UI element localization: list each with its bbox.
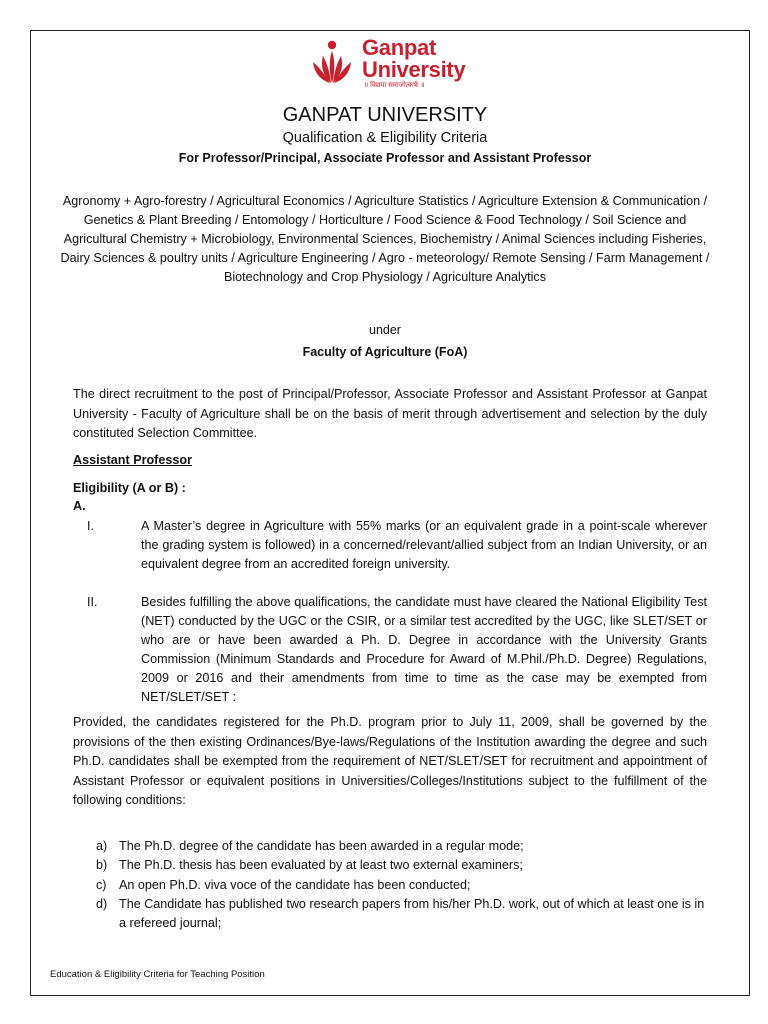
lotus-logo-icon	[310, 39, 354, 85]
section-a-label: A.	[73, 499, 86, 513]
condition-label: a)	[96, 839, 108, 853]
document-subtitle: Qualification & Eligibility Criteria	[282, 130, 488, 146]
logo-line-2: University	[362, 57, 466, 82]
assistant-professor-heading: Assistant Professor	[73, 453, 192, 467]
logo-wordmark	[362, 37, 465, 81]
eligibility-item: Besides fulfilling the above qualifications, the candidate must have cleared the National Eligibility Test (NET) conducted by the UGC or the CSIR, or a similar test accredited by the UGC, like SLET/SET or who are or have been awarded a Ph. D. Degree in accordance with the University Grants Commission (Minimum Standards and Procedure for Award of M.Phil./Ph.D. Degree) Regulations, 2009 or 2016 and their amendments from time to time as the case may be exempted from NET/SLET/SET :	[141, 595, 707, 704]
logo-tagline: ॥ विद्यया समाजोत्कर्षः ॥	[364, 82, 425, 89]
page-footer: Education & Eligibility Criteria for Teaching Position	[50, 969, 265, 980]
university-title: GANPAT UNIVERSITY	[282, 104, 488, 126]
condition-item: The Ph.D. thesis has been evaluated by at least two external examiners;	[119, 858, 523, 872]
condition-label: c)	[96, 878, 107, 892]
item-numeral: I.	[87, 519, 94, 533]
under-label: under	[369, 323, 401, 337]
eligibility-item: A Master’s degree in Agriculture with 55% marks (or an equivalent grade in a point-scale wherever the grading system is followed) in a concerned/relevant/allied subject from an Indian University, or an equivalent degree from an accredited foreign university.	[141, 519, 707, 571]
condition-label: b)	[96, 858, 108, 872]
logo-line-1: Ganpat	[362, 35, 436, 60]
condition-item: The Candidate has published two research papers from his/her Ph.D. work, out of which at least one is in a refereed journal;	[119, 897, 705, 930]
condition-item: An open Ph.D. viva voce of the candidate has been conducted;	[119, 878, 471, 892]
faculty-name: Faculty of Agriculture (FoA)	[302, 345, 468, 359]
condition-label: d)	[96, 897, 108, 911]
eligibility-heading: Eligibility (A or B) :	[73, 481, 186, 495]
intro-paragraph: The direct recruitment to the post of Principal/Professor, Associate Professor and Assistant Professor at Ganpat University - Faculty of Agriculture shall be on the basis of merit through advertisement and selection by the duly constituted Selection Committee.	[73, 387, 707, 440]
item-numeral: II.	[87, 595, 98, 609]
ganpat-university-logo	[310, 37, 480, 93]
condition-item: The Ph.D. degree of the candidate has been awarded in a regular mode;	[119, 839, 524, 853]
subjects-list: Agronomy + Agro-forestry / Agricultural Economics / Agriculture Statistics / Agriculture Extension & Communication / Genetics & Plant Breeding / Entomology / Horticulture / Food Science & Food Technology / Soil Science and Agricultural Chemistry + Microbiology, Environmental Sciences, Biochemistry / Animal Sciences including Fisheries, Dairy Sciences & poultry units / Agriculture Engineering / Agro - meteorology/ Remote Sensing / Farm Management / Biotechnology and Crop Physiology / Agriculture Analytics	[60, 194, 710, 284]
positions-line: For Professor/Principal, Associate Professor and Assistant Professor	[178, 151, 592, 165]
proviso-paragraph: Provided, the candidates registered for the Ph.D. program prior to July 11, 2009, shall be governed by the provisions of the then existing Ordinances/Bye-laws/Regulations of the Institution awarding the degree and such Ph.D. candidates shall be exempted from the requirement of NET/SLET/SET for recruitment and appointment of Assistant Professor or equivalent positions in Universities/Colleges/Institutions subject to the fulfillment of the following conditions:	[73, 715, 707, 807]
